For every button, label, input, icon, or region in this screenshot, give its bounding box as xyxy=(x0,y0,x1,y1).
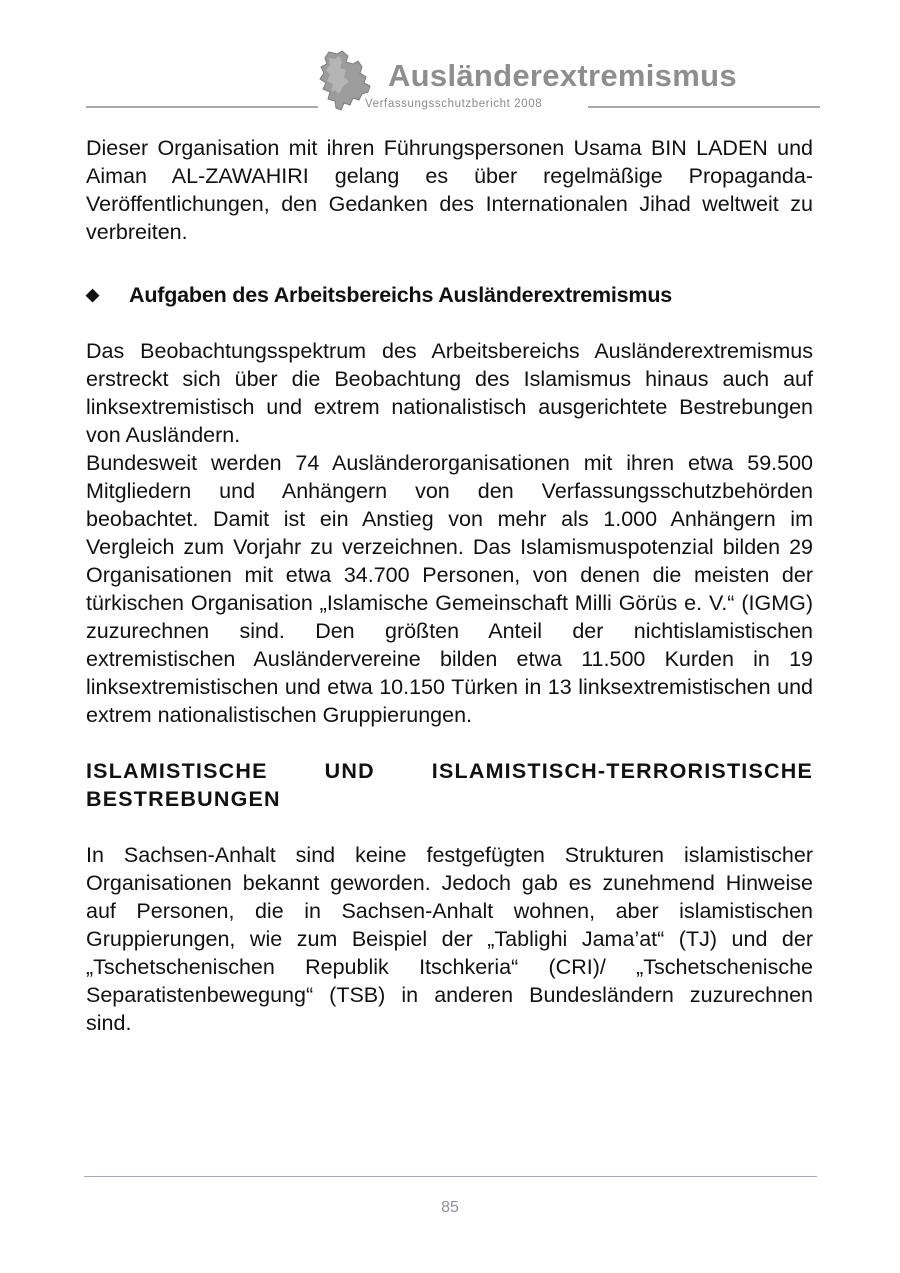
paragraph-intro: Dieser Organisation mit ihren Führungspersonen Usama BIN LADEN und Aiman AL-ZAWAHIRI gelang es über regelmäßige Propaganda-Veröffentlichungen, den Gedanken des Internationalen Jihad weltweit zu verbreiten. xyxy=(86,136,813,244)
paragraph-spectrum: Das Beobachtungsspektrum des Arbeitsbereichs Ausländerextremismus erstreckt sich über die Beobachtung des Islamismus hinaus auch auf linksextremistisch und extrem nationalistisch ausgerichtete Bestrebungen von Ausländern. xyxy=(86,339,813,447)
document-body xyxy=(86,134,813,1037)
bullet-heading-text: Aufgaben des Arbeitsbereichs Ausländerextremismus xyxy=(129,283,673,307)
bullet-heading xyxy=(86,281,813,309)
footer-rule xyxy=(84,1176,817,1177)
diamond-bullet-icon: ◆ xyxy=(86,285,99,304)
paragraph-statistics: Bundesweit werden 74 Ausländerorganisationen mit ihren etwa 59.500 Mitgliedern und Anhängern von den Verfassungsschutzbehörden beobachtet. Damit ist ein Anstieg von mehr als 1.000 Anhängern im Vergleich zum Vorjahr zu verzeichnen. Das Islamismuspotenzial bilden 29 Organisationen mit etwa 34.700 Personen, von denen die meisten der türkischen Organisation „Islamische Gemeinschaft Milli Görüs e. V.“ (IGMG) zuzurechnen sind. Den größten Anteil der nichtislamistischen extremistischen Ausländervereine bilden etwa 11.500 Kurden in 19 linksextremistischen und etwa 10.150 Türken in 13 linksextremistischen und extrem nationalistischen Gruppierungen. xyxy=(86,451,813,727)
page-number: 85 xyxy=(441,1199,459,1216)
header-title: Ausländerextremismus xyxy=(388,58,737,93)
section-heading: ISLAMISTISCHE UND ISLAMISTISCH-TERRORISTISCHE BESTREBUNGEN xyxy=(86,759,813,811)
paragraph-sachsen-anhalt: In Sachsen-Anhalt sind keine festgefügten Strukturen islamistischer Organisationen bekannt geworden. Jedoch gab es zunehmend Hinweise auf Personen, die in Sachsen-Anhalt wohnen, aber islamistischen Gruppierungen, wie zum Beispiel der „Tablighi Jama’at“ (TJ) und der „Tschetschenischen Republik Itschkeria“ (CRI)/ „Tschetschenische Separatistenbewegung“ (TSB) in anderen Bundesländern zuzurechnen sind. xyxy=(86,843,813,1035)
page-header xyxy=(0,0,900,125)
header-rule-right xyxy=(588,106,820,108)
header-rule-left xyxy=(86,106,318,108)
header-subtitle: Verfassungsschutzbericht 2008 xyxy=(365,98,543,110)
